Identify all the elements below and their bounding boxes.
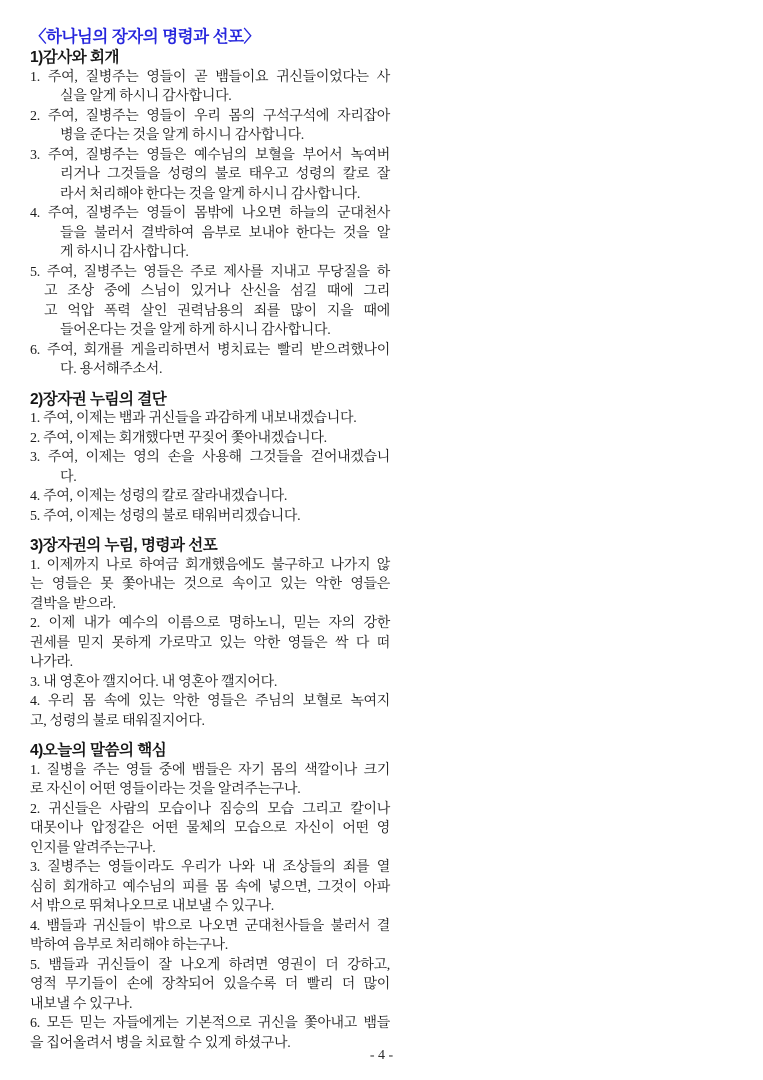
text-line: 2. 귀신들은 사람의 모습이나 짐승의 모습 그리고 칼이나 bbox=[30, 801, 390, 817]
text-line: 게 하시니 감사합니다. bbox=[60, 245, 189, 260]
list-item bbox=[30, 858, 390, 917]
text-line: 을 집어올려서 병을 치료할 수 있게 하셨구나. bbox=[30, 1035, 291, 1051]
text-line: 1. 이제까지 나로 하여금 회개했음에도 불구하고 나가지 않 bbox=[30, 557, 390, 573]
text-line: 3. 주여, 이제는 영의 손을 사용해 그것들을 걷어내겠습니 bbox=[30, 450, 390, 465]
section-heading: 2)장자권 누림의 결단 bbox=[30, 390, 167, 408]
text-line: 2. 이제 내가 예수의 이름으로 명하노니, 믿는 자의 강한 bbox=[30, 616, 390, 631]
text-line: 3. 주여, 질병주는 영들은 예수님의 보혈을 부어서 녹여버 bbox=[30, 147, 390, 163]
section-1 bbox=[30, 48, 390, 380]
text-line: 실을 알게 하시니 감사합니다. bbox=[60, 89, 232, 104]
text-line: 1. 주여, 이제는 뱀과 귀신들을 과감하게 내보내겠습니다. bbox=[30, 411, 357, 426]
text-line: 서 밖으로 뛰쳐나오므로 내보낼 수 있구나. bbox=[30, 899, 275, 914]
text-line: 결박을 받으라. bbox=[30, 596, 116, 612]
text-line: 4. 주여, 질병주는 영들이 몸밖에 나오면 하늘의 군대천사 bbox=[30, 206, 390, 221]
list-item bbox=[30, 204, 390, 263]
text-line: 대못이나 압정같은 어떤 물체의 모습으로 자신이 어떤 영 bbox=[30, 821, 390, 836]
text-line: 나가라. bbox=[30, 655, 73, 670]
text-line: 3. 내 영혼아 깰지어다. 내 영혼아 깰지어다. bbox=[30, 674, 278, 690]
text-line: 2. 주여, 질병주는 영들이 우리 몸의 구석구석에 자리잡아 bbox=[30, 108, 390, 124]
text-line: 내보낼 수 있구나. bbox=[30, 996, 133, 1012]
list-item bbox=[30, 429, 390, 449]
list-item bbox=[30, 107, 390, 146]
list-item bbox=[30, 556, 390, 615]
list-item bbox=[30, 956, 390, 1015]
text-line: 4. 뱀들과 귀신들이 밖으로 나오면 군대천사들을 불러서 결 bbox=[30, 918, 390, 934]
text-line: 는 영들은 못 쫓아내는 것으로 속이고 있는 악한 영들은 bbox=[30, 577, 390, 592]
page-number: - 4 - bbox=[369, 1048, 394, 1063]
list-item bbox=[30, 409, 390, 429]
text-line: 심히 회개하고 예수님의 피를 몸 속에 넣으면, 그것이 아파 bbox=[30, 879, 390, 895]
text-line: 라서 처리해야 한다는 것을 알게 하시니 감사합니다. bbox=[60, 186, 361, 202]
text-line: 5. 주여, 이제는 성령의 불로 태워버리겠습니다. bbox=[30, 508, 301, 524]
text-line: 2. 주여, 이제는 회개했다면 꾸짖어 쫓아내겠습니다. bbox=[30, 430, 327, 446]
text-line: 4. 주여, 이제는 성령의 칼로 잘라내겠습니다. bbox=[30, 489, 288, 504]
text-line: 들을 불러서 결박하여 음부로 보내야 한다는 것을 알 bbox=[60, 225, 390, 241]
text-line: 1. 질병을 주는 영들 중에 뱀들은 자기 몸의 색깔이나 크기 bbox=[30, 762, 390, 778]
text-line: 5. 주여, 질병주는 영들은 주로 제사를 지내고 무당질을 하 bbox=[30, 264, 390, 280]
text-line: 로 자신이 어떤 영들이라는 것을 알려주는구나. bbox=[30, 782, 301, 797]
list-item bbox=[30, 917, 390, 956]
list-item bbox=[30, 507, 390, 527]
list-item bbox=[30, 692, 390, 731]
list-item bbox=[30, 341, 390, 380]
document-body bbox=[30, 27, 390, 1053]
list-item bbox=[30, 614, 390, 673]
section-4 bbox=[30, 741, 390, 1053]
text-line: 박하여 음부로 처리해야 하는구나. bbox=[30, 938, 228, 953]
text-line: 고 억압 폭력 살인 권력남용의 죄를 많이 지을 때에 bbox=[44, 303, 390, 319]
text-line: 3. 질병주는 영들이라도 우리가 나와 내 조상들의 죄를 열 bbox=[30, 860, 390, 875]
text-line: 1. 주여, 질병주는 영들이 곧 뱀들이요 귀신들이었다는 사 bbox=[30, 69, 390, 85]
text-line: 리거나 그것들을 성령의 불로 태우고 성령의 칼로 잘 bbox=[60, 167, 390, 182]
section-heading: 1)감사와 회개 bbox=[30, 49, 119, 66]
text-line: 다. 용서해주소서. bbox=[60, 362, 163, 377]
list-item bbox=[30, 487, 390, 507]
list-item bbox=[30, 448, 390, 487]
text-line: 6. 모든 믿는 자들에게는 기본적으로 귀신을 쫓아내고 뱀들 bbox=[30, 1016, 390, 1031]
document-title: 〈하나님의 장자의 명령과 선포〉 bbox=[30, 28, 260, 46]
text-line: 병을 준다는 것을 알게 하시니 감사합니다. bbox=[60, 128, 305, 143]
text-line: 다. bbox=[60, 469, 77, 485]
text-line: 인지를 알려주는구나. bbox=[30, 840, 156, 856]
text-line: 4. 우리 몸 속에 있는 악한 영들은 주님의 보혈로 녹여지 bbox=[30, 694, 390, 709]
list-item bbox=[30, 800, 390, 859]
list-item bbox=[30, 673, 390, 693]
text-line: 들어온다는 것을 알게 하게 하시니 감사합니다. bbox=[60, 323, 331, 338]
text-line: 고 조상 중에 스님이 있거나 산신을 섬길 때에 그리 bbox=[44, 284, 390, 299]
list-item bbox=[30, 68, 390, 107]
text-line: 영적 무기들이 손에 장착되어 있을수록 더 빨리 더 많이 bbox=[30, 977, 390, 992]
section-heading: 4)오늘의 말씀의 핵심 bbox=[30, 742, 167, 759]
list-item bbox=[30, 263, 390, 341]
text-line: 6. 주여, 회개를 게을리하면서 병치료는 빨리 받으려했나이 bbox=[30, 342, 390, 358]
section-3 bbox=[30, 536, 390, 731]
text-line: 권세를 믿지 못하게 가로막고 있는 악한 영들은 싹 다 떠 bbox=[30, 635, 390, 651]
section-2 bbox=[30, 390, 390, 527]
list-item bbox=[30, 761, 390, 800]
text-line: 5. 뱀들과 귀신들이 잘 나오게 하려면 영권이 더 강하고, bbox=[30, 957, 390, 973]
section-heading: 3)장자권의 누림, 명령과 선포 bbox=[30, 537, 218, 554]
text-line: 고, 성령의 불로 태워질지어다. bbox=[30, 713, 205, 729]
list-item bbox=[30, 146, 390, 205]
